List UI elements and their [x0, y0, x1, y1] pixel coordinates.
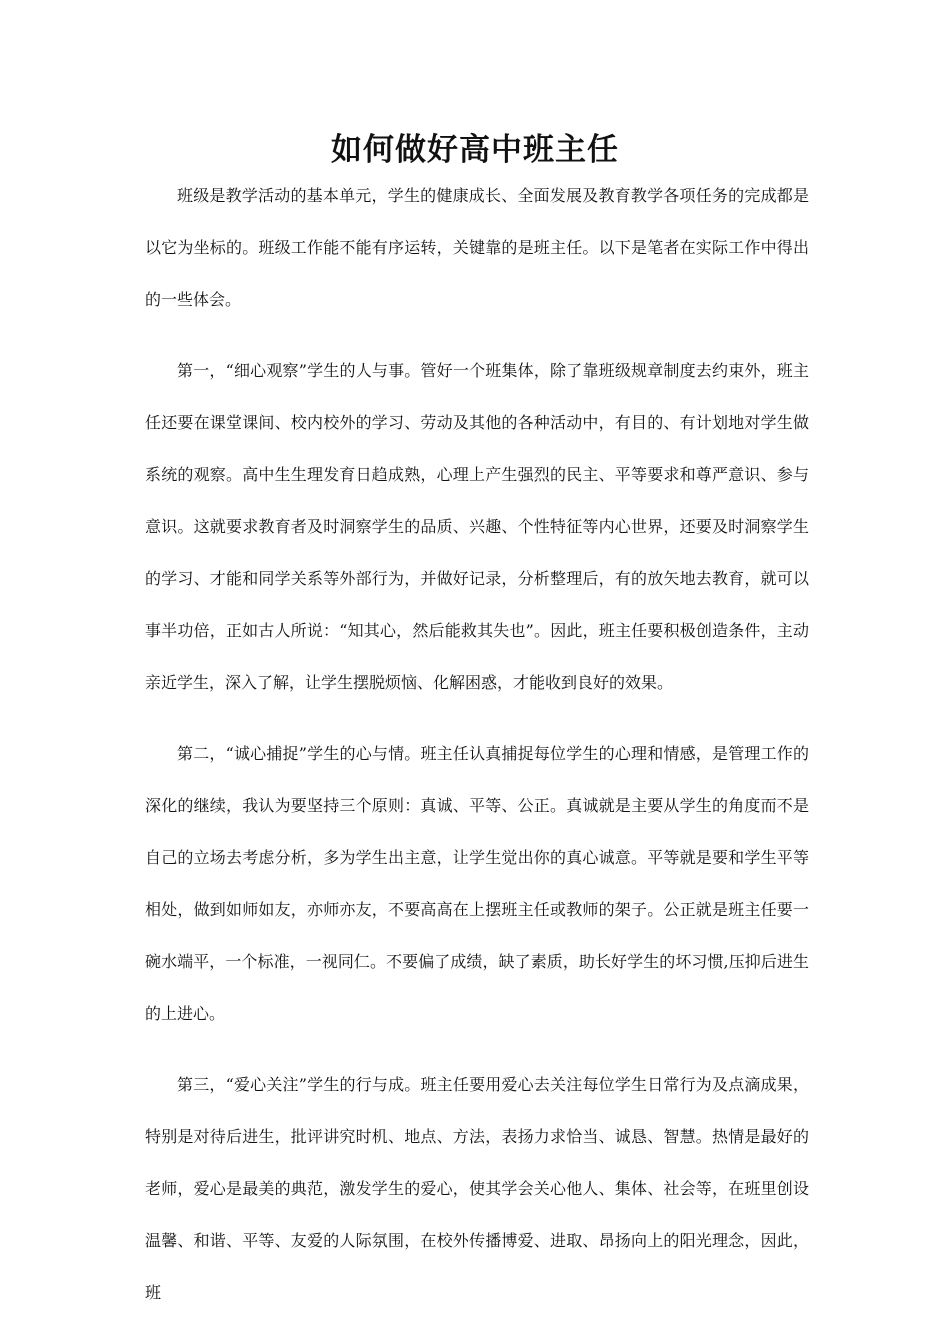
- document-title: 如何做好高中班主任: [331, 132, 619, 168]
- paragraph-first-point: 第一，“细心观察”学生的人与事。管好一个班集体，除了靠班级规章制度去约束外，班主任还要在课堂课间、校内校外的学习、劳动及其他的各种活动中，有目的、有计划地对学生做系统的观察。高中生生理发育日趋成熟，心理上产生强烈的民主、平等要求和尊严意识、参与意识。这就要求教育者及时洞察学生的品质、兴趣、个性特征等内心世界，还要及时洞察学生的学习、才能和同学关系等外部行为，并做好记录，分析整理后，有的放矢地去教育，就可以事半功倍，正如古人所说：“知其心，然后能救其失也”。因此，班主任要积极创造条件，主动亲近学生，深入了解，让学生摆脱烦恼、化解困惑，才能收到良好的效果。: [145, 361, 809, 692]
- paragraph-third-point: 第三，“爱心关注”学生的行与成。班主任要用爱心去关注每位学生日常行为及点滴成果，特别是对待后进生，批评讲究时机、地点、方法，表扬力求恰当、诚恳、智慧。热情是最好的老师，爱心是最美的典范，激发学生的爱心，使其学会关心他人、集体、社会等，在班里创设温馨、和谐、平等、友爱的人际氛围，在校外传播博爱、进取、昂扬向上的阳光理念，因此，班: [145, 1075, 809, 1302]
- document-body: [145, 170, 809, 1338]
- paragraph-intro: 班级是教学活动的基本单元，学生的健康成长、全面发展及教育教学各项任务的完成都是以它为坐标的。班级工作能不能有序运转，关键靠的是班主任。以下是笔者在实际工作中得出的一些体会。: [145, 186, 809, 309]
- paragraph-second-point: 第二，“诚心捕捉”学生的心与情。班主任认真捕捉每位学生的心理和情感，是管理工作的深化的继续，我认为要坚持三个原则：真诚、平等、公正。真诚就是主要从学生的角度而不是自己的立场去考虑分析，多为学生出主意，让学生觉出你的真心诚意。平等就是要和学生平等相处，做到如师如友，亦师亦友，不要高高在上摆班主任或教师的架子。公正就是班主任要一碗水端平，一个标准，一视同仁。不要偏了成绩，缺了素质，助长好学生的坏习惯,压抑后进生的上进心。: [145, 744, 809, 1023]
